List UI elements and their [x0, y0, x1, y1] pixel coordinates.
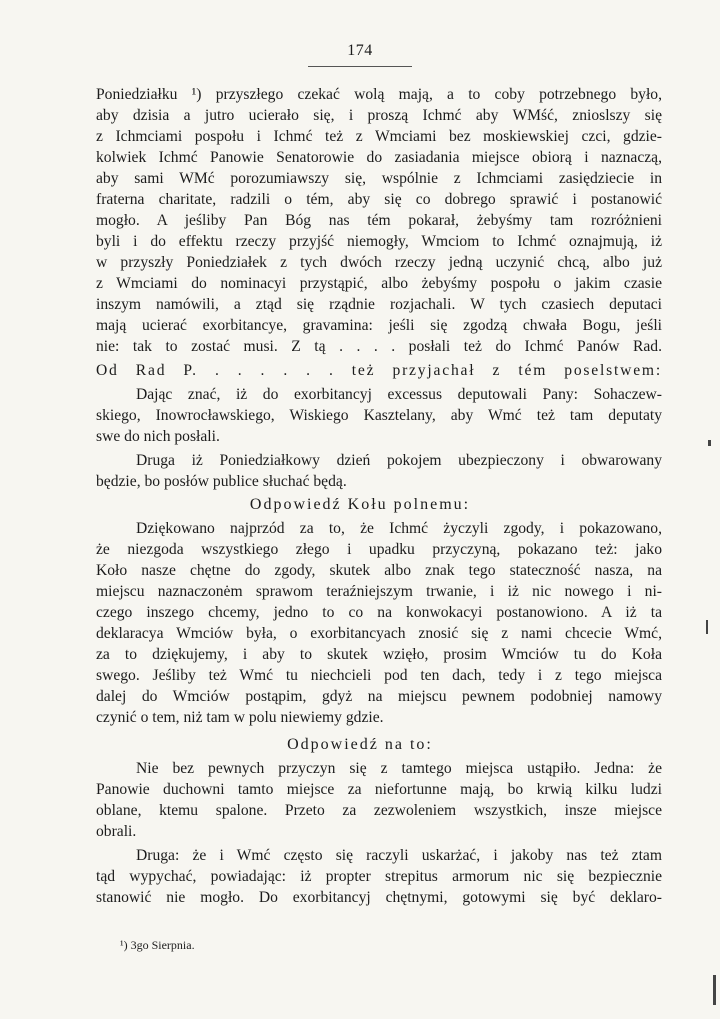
text-line: swego. Jeśliby też Wmć tu niechcieli pod ten dach, tedy i z tego miejsca: [96, 667, 662, 684]
page-number-rule: [308, 66, 412, 67]
text-line: oblane, ktemu spalone. Przeto za zezwoleniem wszystkich, insze miejsce: [96, 802, 662, 819]
text-line: Nie bez pewnych przyczyn się z tamtego miejsca ustąpiło. Jedna: że: [136, 760, 662, 777]
text-line: deklaracya Wmciów była, o exorbitancyach znosić się z nami chcecie Wmć,: [96, 625, 662, 642]
scan-speck: [713, 975, 716, 1005]
text-line: czego inszego chcemy, jedno to co na konwokacyi postanowiono. A iż ta: [96, 604, 662, 621]
text-line: swe do nich posłali.: [96, 428, 220, 445]
text-line: inszym namówili, a ztąd się rządnie rozjachali. W tych czasiech deputaci: [96, 296, 662, 313]
text-line: mogło. A jeśliby Pan Bóg nas tém pokarał, żebyśmy tam rozróżnieni: [96, 212, 662, 229]
text-line: z Ichmciami pospołu i Ichmć też z Wmciami bez moskiewskiej czci, gdzie-: [96, 128, 662, 145]
footnote: ¹) 3go Sierpnia.: [120, 938, 195, 952]
text-line: z Wmciami do nominacyi przystąpić, albo żebyśmy pospołu o jakim czasie: [96, 275, 662, 292]
text-line: w przyszły Poniedziałek z tych dwóch rzeczy jedną uczynić chcą, albo już: [96, 254, 662, 271]
text-line: aby dzisia a jutro ucierało się, i proszą Ichmć aby WMść, znioslszy się: [96, 107, 662, 124]
text-line: skiego, Inowrocławskiego, Wiskiego Kasztelany, aby Wmć też tam deputaty: [96, 407, 662, 424]
text-line: byli i do effektu rzeczy przyjść niemogły, Wmciom to Ichmć oznajmują, iż: [96, 233, 662, 250]
text-line: że niezgoda wszystkiego złego i upadku przyczyną, pokazano też: jako: [96, 541, 662, 558]
text-line: Panowie duchowni tamto miejsce za niefortunne mają, bo krwią kilku ludzi: [96, 781, 662, 798]
text-line: będzie, bo posłów publice słuchać będą.: [96, 473, 347, 490]
text-line: nie: tak to zostać musi. Z tą . . . . posłali też do Ichmć Panów Rad.: [96, 338, 662, 355]
text-line: obrali.: [96, 823, 137, 840]
text-line: aby sami WMć porozumiawszy się, wspólnie z Ichmciami zasiędziecie in: [96, 170, 662, 187]
text-line: dalej do Wmciów postąpim, gdyż na miejscu pewnem podobniej namowy: [96, 688, 662, 705]
text-line: Poniedziałku ¹) przyszłego czekać wolą mają, a to coby potrzebnego było,: [96, 86, 662, 103]
scan-speck: [706, 620, 708, 634]
text-line: Koło nasze chętne do zgody, skutek albo znak tego stateczność nasza, na: [96, 562, 662, 579]
text-line: czynić o tem, niż tam w polu niewiemy gdzie.: [96, 709, 384, 726]
text-line: Druga iż Poniedziałkowy dzień pokojem ubezpieczony i obwarowany: [136, 452, 662, 469]
text-line: tąd wypychać, powiadając: iż propter strepitus armorum nic się bezpiecznie: [96, 868, 662, 885]
text-line: fraterna charitate, radzili o tém, aby się co dobrego sprawić i postanowić: [96, 191, 662, 208]
text-line: Od Rad P. . . . . . . też przyjachał z tém poselstwem:: [96, 362, 662, 379]
page-number: 174: [347, 42, 373, 59]
text-line: Dając znać, iż do exorbitancyj excessus deputowali Pany: Sohaczew-: [136, 386, 662, 403]
text-line: miejscu naznaczonėm sprawom teraźniejszym trwanie, i iż nic nowego i ni-: [96, 583, 662, 600]
text-line: za to dziękujemy, i aby to skutek wzięło, prosim Wmciów tu do Koła: [96, 646, 662, 663]
section-heading: Odpowiedź na to:: [287, 736, 433, 753]
scan-speck: [708, 440, 711, 446]
text-line: kolwiek Ichmć Panowie Senatorowie do zasiadania miejsce obiorą i naznaczą,: [96, 149, 662, 166]
text-line: Dziękowano najprzód za to, że Ichmć życzyli zgody, i pokazowano,: [136, 520, 662, 537]
text-line: mają ucierać exorbitancye, gravamina: jeśli się zgodzą chwała Bogu, jeśli: [96, 317, 662, 334]
text-line: Druga: że i Wmć często się raczyli uskarżać, i jakoby nas też ztam: [136, 847, 662, 864]
text-line: stanowić nie mogło. Do exorbitancyj chętnymi, gotowymi się być deklaro-: [96, 889, 662, 906]
section-heading: Odpowiedź Kołu polnemu:: [249, 496, 471, 513]
